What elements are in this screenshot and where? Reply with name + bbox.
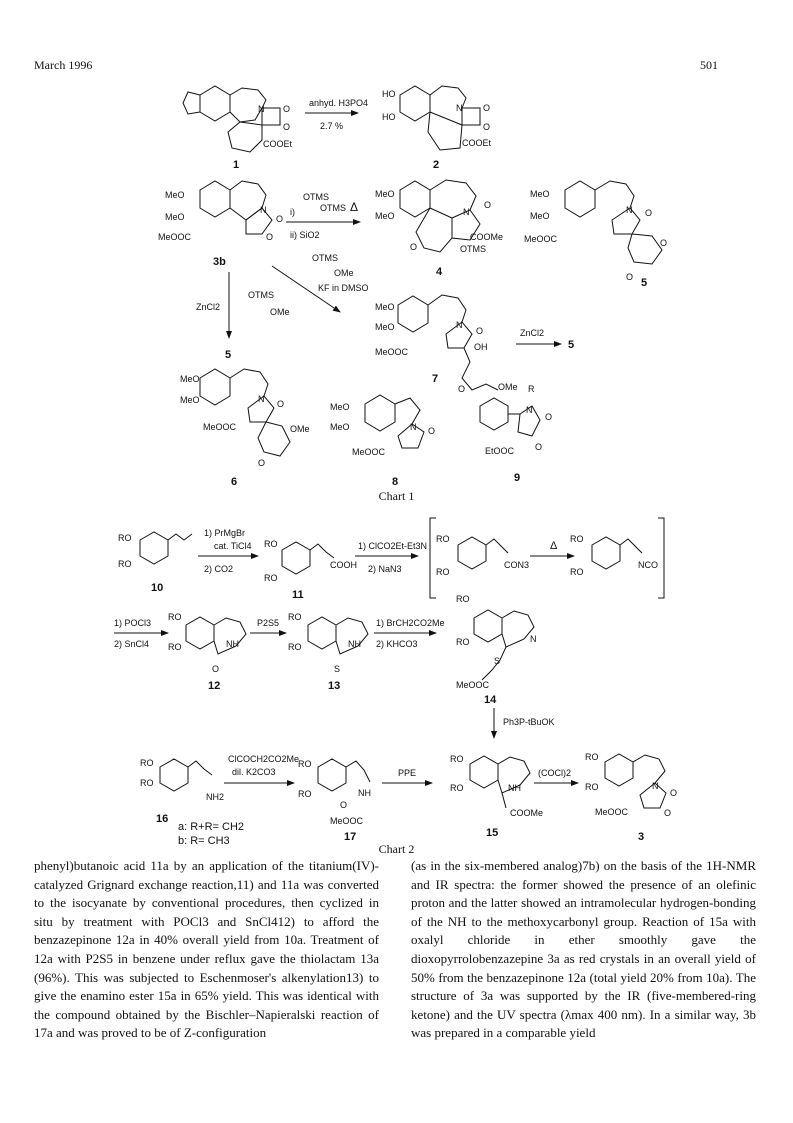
- svg-text:NH2: NH2: [206, 792, 225, 802]
- svg-text:MeOOC: MeOOC: [158, 232, 192, 242]
- compound-number: 2: [433, 159, 440, 171]
- compound-number: 6: [231, 476, 238, 488]
- compound-number: 3: [638, 831, 645, 843]
- svg-text:RO: RO: [585, 782, 599, 792]
- svg-text:O: O: [545, 412, 553, 422]
- reagent-text: P2S5: [257, 618, 280, 628]
- reagent-text: cat. TiCl4: [214, 541, 252, 551]
- svg-text:N: N: [258, 394, 265, 404]
- svg-text:RO: RO: [288, 642, 302, 652]
- compound-1-structure: [183, 86, 293, 152]
- svg-text:HO: HO: [382, 89, 396, 99]
- svg-text:RO: RO: [450, 754, 464, 764]
- svg-text:HO: HO: [382, 112, 396, 122]
- reagent-text: 1) PrMgBr: [204, 528, 246, 538]
- svg-text:MeO: MeO: [330, 402, 350, 412]
- reagent-text: 2) SnCl4: [114, 639, 150, 649]
- reagent-text: 2) KHCO3: [376, 639, 418, 649]
- reagent-text: 2) CO2: [204, 564, 234, 574]
- svg-text:OMe: OMe: [498, 382, 518, 392]
- svg-text:MeOOC: MeOOC: [203, 422, 237, 432]
- compound-8-structure: [330, 395, 435, 457]
- compound-number: 9: [514, 472, 521, 484]
- svg-text:COOEt: COOEt: [462, 138, 492, 148]
- svg-text:RO: RO: [140, 758, 154, 768]
- svg-text:N: N: [258, 104, 265, 114]
- svg-text:MeO: MeO: [375, 302, 395, 312]
- svg-text:MeOOC: MeOOC: [375, 347, 409, 357]
- svg-text:MeO: MeO: [165, 212, 185, 222]
- svg-text:O: O: [340, 800, 348, 810]
- svg-text:MeO: MeO: [375, 322, 395, 332]
- svg-text:RO: RO: [298, 789, 312, 799]
- compound-5-structure: [524, 181, 667, 282]
- svg-text:RO: RO: [264, 573, 278, 583]
- svg-text:O: O: [670, 788, 678, 798]
- svg-text:NH: NH: [508, 783, 521, 793]
- svg-text:NH: NH: [348, 639, 361, 649]
- svg-text:O: O: [483, 103, 491, 113]
- chart1-caption: Chart 1: [378, 489, 415, 503]
- chart2-caption: Chart 2: [378, 842, 415, 856]
- svg-text:RO: RO: [436, 534, 450, 544]
- reagent-text: i): [290, 207, 295, 217]
- svg-text:RO: RO: [436, 567, 450, 577]
- svg-text:RO: RO: [168, 612, 182, 622]
- svg-text:N: N: [530, 634, 537, 644]
- reagent-text: 2.7 %: [320, 121, 344, 131]
- svg-text:O: O: [277, 399, 285, 409]
- reagent-text: ZnCl2: [196, 302, 221, 312]
- reagent-text: 1) ClCO2Et-Et3N: [358, 541, 428, 551]
- svg-text:MeO: MeO: [165, 190, 185, 200]
- svg-text:RO: RO: [570, 534, 584, 544]
- svg-text:MeO: MeO: [180, 395, 200, 405]
- compound-7-structure: [375, 295, 518, 394]
- compound-4-structure: [375, 180, 503, 254]
- svg-text:CON3: CON3: [504, 560, 530, 570]
- svg-text:O: O: [476, 326, 484, 336]
- svg-text:O: O: [266, 232, 274, 242]
- svg-text:MeO: MeO: [530, 211, 550, 221]
- svg-text:MeOOC: MeOOC: [330, 816, 364, 826]
- compound-number: 5: [225, 349, 232, 361]
- reagent-text: 1) POCl3: [114, 618, 152, 628]
- running-header-date: March 1996: [34, 58, 93, 72]
- isocyanate-intermediate: [570, 534, 658, 577]
- compound-number: 17: [344, 831, 357, 843]
- compound-13-structure: [288, 612, 368, 674]
- svg-text:MeOOC: MeOOC: [595, 807, 629, 817]
- legend-b: b: R= CH3: [178, 835, 230, 847]
- acyl-azide-intermediate: [436, 534, 529, 577]
- compound-14-structure: [456, 594, 537, 690]
- compound-number: 8: [392, 476, 399, 488]
- svg-text:O: O: [484, 200, 492, 210]
- left-paragraph: phenyl)butanoic acid 11a by an application of the titanium(IV)-catalyzed Grignard exchange reaction,11) and 11a was converted to the isocyanate by conventional procedures, then cyclized in situ by treatment with POCl3 and SnCl412) to afford the benzazepinone 12a in 40% overall yield from 10a. Treatment of 12a with P2S5 in benzene under reflux gave the thiolactam 13a (96%). This was subjected to Eschenmoser's alkenylation13) to give the enamino ester 15a in 65% yield. This was identical with the compound obtained by the Bischler–Napieralski reaction of 17a and was proved to be of Z-configuration: [34, 858, 379, 1041]
- svg-text:MeOOC: MeOOC: [456, 680, 490, 690]
- svg-text:EtOOC: EtOOC: [485, 446, 515, 456]
- compound-17-structure: [298, 759, 371, 826]
- svg-text:O: O: [664, 808, 672, 818]
- compound-number: 16: [156, 813, 169, 825]
- svg-text:O: O: [276, 214, 284, 224]
- compound-9-structure: [480, 384, 552, 456]
- svg-text:MeOOC: MeOOC: [352, 447, 386, 457]
- svg-text:RO: RO: [570, 567, 584, 577]
- svg-text:O: O: [283, 104, 291, 114]
- svg-text:N: N: [410, 422, 417, 432]
- svg-text:RO: RO: [288, 612, 302, 622]
- compound-6-structure: [180, 369, 310, 468]
- svg-text:N: N: [260, 205, 267, 215]
- compound-11-structure: [264, 539, 357, 583]
- compound-number: 10: [151, 582, 164, 594]
- svg-text:N: N: [526, 405, 533, 415]
- right-paragraph: (as in the six-membered analog)7b) on the basis of the 1H-NMR and IR spectra: the former showed the presence of an olefinic proton and the latter showed an intramolecular hydrogen-bonding of the NH to the methoxycarbonyl group. Reaction of 15a with oxalyl chloride in ether smoothly gave the dioxopyrrolobenzazepine 3a as red crystals in an overall yield of 50% from the benzazepinone 12a (total yield 20% from 10a). The structure of 3a was supported by the IR (five-membered-ring ketone) and the UV spectra (λmax 400 nm). In a similar way, 3b was prepared in a comparable yield: [411, 858, 756, 1041]
- svg-text:O: O: [483, 122, 491, 132]
- svg-text:RO: RO: [456, 637, 470, 647]
- reagent-text: KF in DMSO: [318, 283, 369, 293]
- svg-text:O: O: [626, 272, 634, 282]
- svg-text:RO: RO: [298, 759, 312, 769]
- svg-text:O: O: [258, 458, 266, 468]
- svg-text:N: N: [626, 205, 633, 215]
- svg-text:MeOOC: MeOOC: [524, 234, 558, 244]
- body-text-right-column: [411, 857, 756, 1043]
- compound-15-structure: [450, 754, 543, 818]
- legend-a: a: R+R= CH2: [178, 821, 245, 833]
- svg-text:RO: RO: [118, 533, 132, 543]
- compound-number: 4: [436, 266, 443, 278]
- compound-number: 7: [432, 373, 439, 385]
- svg-text:MeO: MeO: [375, 211, 395, 221]
- svg-text:O: O: [428, 426, 436, 436]
- svg-text:RO: RO: [450, 783, 464, 793]
- svg-text:O: O: [212, 664, 220, 674]
- svg-text:RO: RO: [456, 594, 470, 604]
- svg-text:N: N: [456, 320, 463, 330]
- svg-text:RO: RO: [118, 559, 132, 569]
- svg-text:O: O: [535, 442, 543, 452]
- svg-text:NCO: NCO: [638, 560, 658, 570]
- svg-text:RO: RO: [140, 778, 154, 788]
- compound-number: 3b: [213, 256, 226, 268]
- reagent-text: OTMS: [248, 290, 274, 300]
- compound-number: 15: [486, 827, 499, 839]
- reagent-text: ClCOCH2CO2Me: [228, 754, 300, 764]
- svg-text:RO: RO: [585, 752, 599, 762]
- svg-text:O: O: [458, 384, 466, 394]
- svg-text:O: O: [645, 208, 653, 218]
- svg-text:RO: RO: [264, 539, 278, 549]
- page-number: 501: [700, 58, 718, 72]
- svg-text:N: N: [652, 781, 659, 791]
- svg-text:MeO: MeO: [330, 422, 350, 432]
- reagent-text: 1) BrCH2CO2Me: [376, 618, 445, 628]
- compound-number: 1: [233, 159, 240, 171]
- svg-text:RO: RO: [168, 642, 182, 652]
- reagent-text: anhyd. H3PO4: [309, 98, 369, 108]
- reagent-text: OTMS: [303, 192, 329, 202]
- svg-text:N: N: [463, 207, 470, 217]
- compound-10-structure: [118, 532, 192, 569]
- svg-text:MeO: MeO: [375, 189, 395, 199]
- reagent-text: OMe: [270, 307, 290, 317]
- reagent-text: PPE: [398, 768, 417, 778]
- reagent-text: 2) NaN3: [368, 564, 402, 574]
- compound-number: 13: [328, 680, 341, 692]
- compound-3-structure: [585, 752, 677, 818]
- compound-number: 12: [208, 680, 221, 692]
- svg-text:N: N: [456, 103, 463, 113]
- svg-text:MeO: MeO: [180, 374, 200, 384]
- reagent-text: Ph3P-tBuOK: [503, 717, 555, 727]
- body-text-left-column: [34, 857, 379, 1043]
- svg-text:O: O: [283, 122, 291, 132]
- compound-number: 5: [641, 277, 648, 289]
- svg-text:MeO: MeO: [530, 189, 550, 199]
- svg-text:COOMe: COOMe: [510, 808, 544, 818]
- svg-text:COOH: COOH: [330, 560, 357, 570]
- svg-text:COOEt: COOEt: [263, 139, 293, 149]
- svg-text:O: O: [660, 238, 668, 248]
- svg-text:NH: NH: [358, 788, 371, 798]
- svg-text:S: S: [334, 664, 341, 674]
- reagent-text: Δ: [550, 540, 558, 552]
- compound-number: 5: [568, 339, 575, 351]
- reagent-text: (COCl)2: [538, 768, 571, 778]
- svg-text:S: S: [494, 656, 501, 666]
- reagent-text: dil. K2CO3: [232, 767, 276, 777]
- reagent-text: ZnCl2: [520, 328, 545, 338]
- svg-text:OMe: OMe: [290, 424, 310, 434]
- reagent-text: OTMS: [320, 203, 346, 213]
- compound-16-structure: [140, 758, 224, 802]
- svg-text:O: O: [410, 242, 418, 252]
- compound-12-structure: [168, 612, 246, 674]
- reagent-text: Δ: [350, 200, 359, 214]
- reagent-text: OMe: [334, 268, 354, 278]
- reagent-text: ii) SiO2: [290, 230, 320, 240]
- compound-number: 11: [292, 589, 304, 601]
- compound-2-structure: [382, 86, 492, 150]
- svg-text:OH: OH: [474, 342, 488, 352]
- compound-number: 14: [484, 694, 497, 706]
- svg-text:OTMS: OTMS: [460, 244, 486, 254]
- compound-3b-structure: [158, 181, 283, 242]
- svg-text:NH: NH: [226, 639, 239, 649]
- svg-text:R: R: [528, 384, 535, 394]
- reagent-text: OTMS: [312, 253, 338, 263]
- svg-text:COOMe: COOMe: [470, 232, 504, 242]
